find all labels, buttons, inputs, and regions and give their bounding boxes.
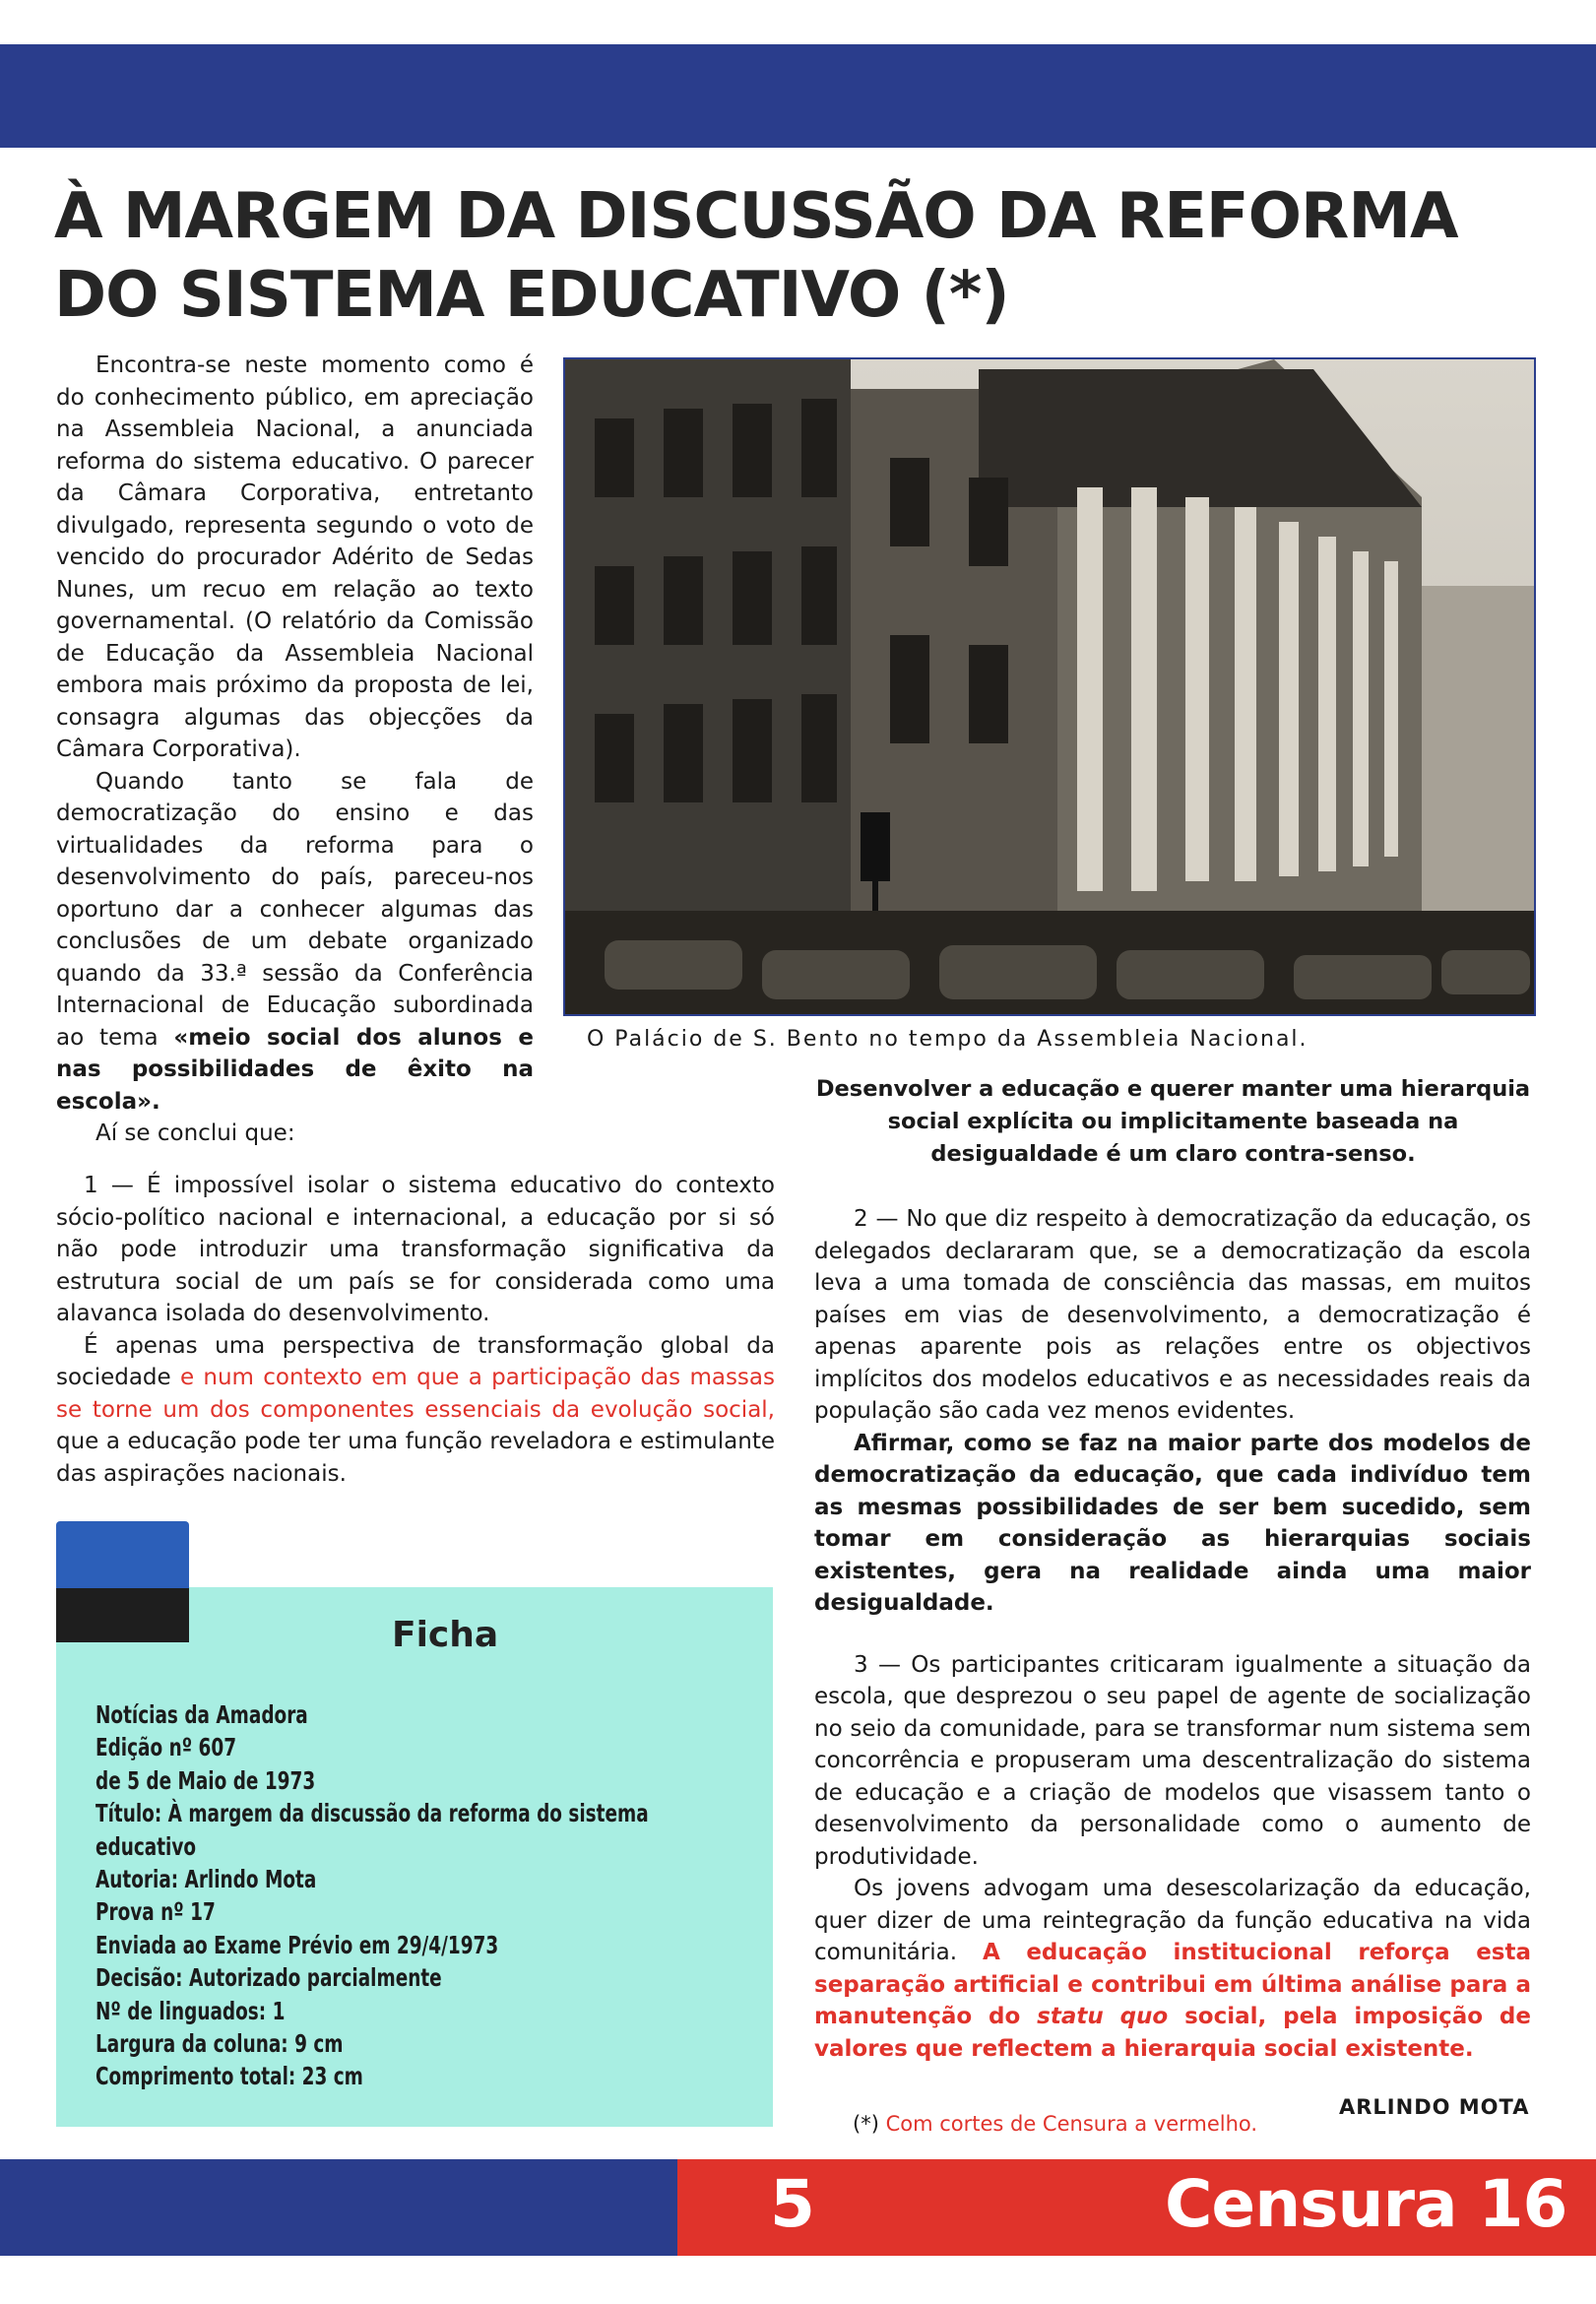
pull-quote: Desenvolver a educação e querer manter uma hierarquia social explícita ou implicitamente baseada na desigualdade é um claro contra-senso. <box>815 1076 1531 1167</box>
ficha-line: Autoria: Arlindo Mota <box>96 1865 317 1894</box>
author-signature: ARLINDO MOTA <box>1339 2095 1530 2119</box>
point-3-paragraph-1: 3 — Os participantes criticaram igualmente a situação da escola, que desprezou o seu papel de agente de socialização no seio da comunidade, para se transformar num sistema sem concorrência e propuseram uma descentralização do sistema de educação e a criação de modelos que visassem tanto o desenvolvimento da personalidade como o aumento de produtividade. <box>814 1651 1531 1870</box>
intro-paragraph-2-theme: «meio social dos alunos e nas possibilidades de êxito na escola». <box>56 1024 534 1115</box>
point-3-censored-text-a: A educação institucional reforça esta separação artificial e contribui em última análise para a manutenção do <box>814 1940 1531 2029</box>
ficha-line: de 5 de Maio de 1973 <box>96 1765 316 1795</box>
ficha-line: Notícias da Amadora <box>96 1700 308 1729</box>
ficha-line: educativo <box>96 1831 197 1861</box>
intro-paragraph-1: Encontra-se neste momento como é do conhecimento público, em apreciação na Assembleia Nacional, a anunciada reforma do sistema educativo. O parecer da Câmara Corporativa, entretanto divulgado, representa segundo o voto de vencido do procurador Adérito de Sedas Nunes, um recuo em relação ao texto governamental. (O relatório da Comissão de Educação da Assembleia Nacional embora mais próximo da proposta de lei, consagra algumas das objecções da Câmara Corporativa). <box>56 352 534 762</box>
palace-photo-illustration <box>565 359 1534 1014</box>
ficha-line: Comprimento total: 23 cm <box>96 2062 363 2091</box>
censorship-footnote <box>853 2112 1257 2136</box>
point-1-text-b: que a educação pode ter uma função reveladora e estimulante das aspirações nacionais. <box>56 1429 775 1487</box>
ficha-tab-dark <box>56 1588 189 1642</box>
ficha-line: Título: À margem da discussão da reforma do sistema <box>96 1799 649 1828</box>
point-2-paragraph-2: Afirmar, como se faz na maior parte dos modelos de democratização da educação, que cada indivíduo tem as mesmas possibilidades de ser bem sucedido, sem tomar em consideração as hierarquias sociais existentes, gera na realidade ainda uma maior desigualdade. <box>814 1430 1531 1616</box>
ficha-title: Ficha <box>392 1615 499 1655</box>
point-1-paragraph-1: 1 — É impossível isolar o sistema educativo do contexto sócio-político nacional e internacional, a educação por si só não pode introduzir uma transformação significativa da estrutura social de um país se for considerada como uma alavanca isolada do desenvolvimento. <box>56 1173 775 1326</box>
point-3-text-a: Os jovens advogam uma desescolarização da educação, quer dizer de uma reintegração da função educativa na vida comunitária. <box>814 1876 1531 1965</box>
ficha-line: Largura da coluna: 9 cm <box>96 2029 344 2059</box>
ficha-line: Edição nº 607 <box>96 1733 237 1762</box>
intro-paragraph-3: Aí se conclui que: <box>96 1120 295 1146</box>
point-1-text-a: É apenas uma perspectiva de transformação global da sociedade <box>56 1332 775 1390</box>
intro-paragraph-2 <box>56 766 534 1119</box>
ficha-line: Decisão: Autorizado parcialmente <box>96 1963 442 1993</box>
footer-blue-band <box>0 2159 677 2256</box>
footnote-text: Com cortes de Censura a vermelho. <box>878 2112 1258 2136</box>
points-2-3-column <box>814 1203 1531 2065</box>
title-line-1: À MARGEM DA DISCUSSÃO DA REFORMA <box>54 180 1458 253</box>
photo-caption: O Palácio de S. Bento no tempo da Assembleia Nacional. <box>587 1027 1309 1052</box>
article-title <box>54 177 1531 335</box>
ficha-details <box>96 1698 734 2093</box>
footnote-marker: (*) <box>853 2112 879 2136</box>
point-1-paragraph-2 <box>56 1330 775 1491</box>
intro-paragraph-2-text: Quando tanto se fala de democratização do ensino e das virtualidades da reforma para o desenvolvimento do país, pareceu-nos oportuno dar a conhecer algumas das conclusões de um debate organizado quando da 33.ª sessão da Conferência Internacional de Educação subordinada ao tema <box>56 768 534 1051</box>
point-2-paragraph-1: 2 — No que diz respeito à democratização da educação, os delegados declararam que, se a democratização da escola leva a uma tomada de consciência das massas, em muitos países em vias de desenvolvimento, a democratização é apenas aparente pois as relações entre os objectivos implícitos dos modelos educativos e as necessidades reais da população são cada vez menos evidentes. <box>814 1206 1531 1424</box>
palace-photo <box>563 357 1536 1016</box>
publication-brand: Censura 16 <box>1165 2166 1567 2242</box>
point-3-paragraph-2 <box>814 1873 1531 2065</box>
ficha-line: Nº de linguados: 1 <box>96 1996 286 2025</box>
point-3-censored-text-b: social, pela imposição de valores que reflectem a hierarquia social existente. <box>814 2004 1531 2062</box>
title-line-2: DO SISTEMA EDUCATIVO (*) <box>54 259 1009 332</box>
ficha-line: Enviada ao Exame Prévio em 29/4/1973 <box>96 1930 499 1959</box>
point-1-column <box>56 1170 775 1490</box>
intro-column <box>56 350 534 1150</box>
ficha-tab-blue <box>56 1521 189 1588</box>
ficha-line: Prova nº 17 <box>96 1897 216 1927</box>
point-3-censored-italic: statu quo <box>1037 2004 1169 2029</box>
page-number: 5 <box>770 2166 815 2242</box>
point-1-censored-text: e num contexto em que a participação das massas se torne um dos componentes essenciais da evolução social, <box>56 1365 775 1423</box>
top-banner <box>0 44 1596 148</box>
